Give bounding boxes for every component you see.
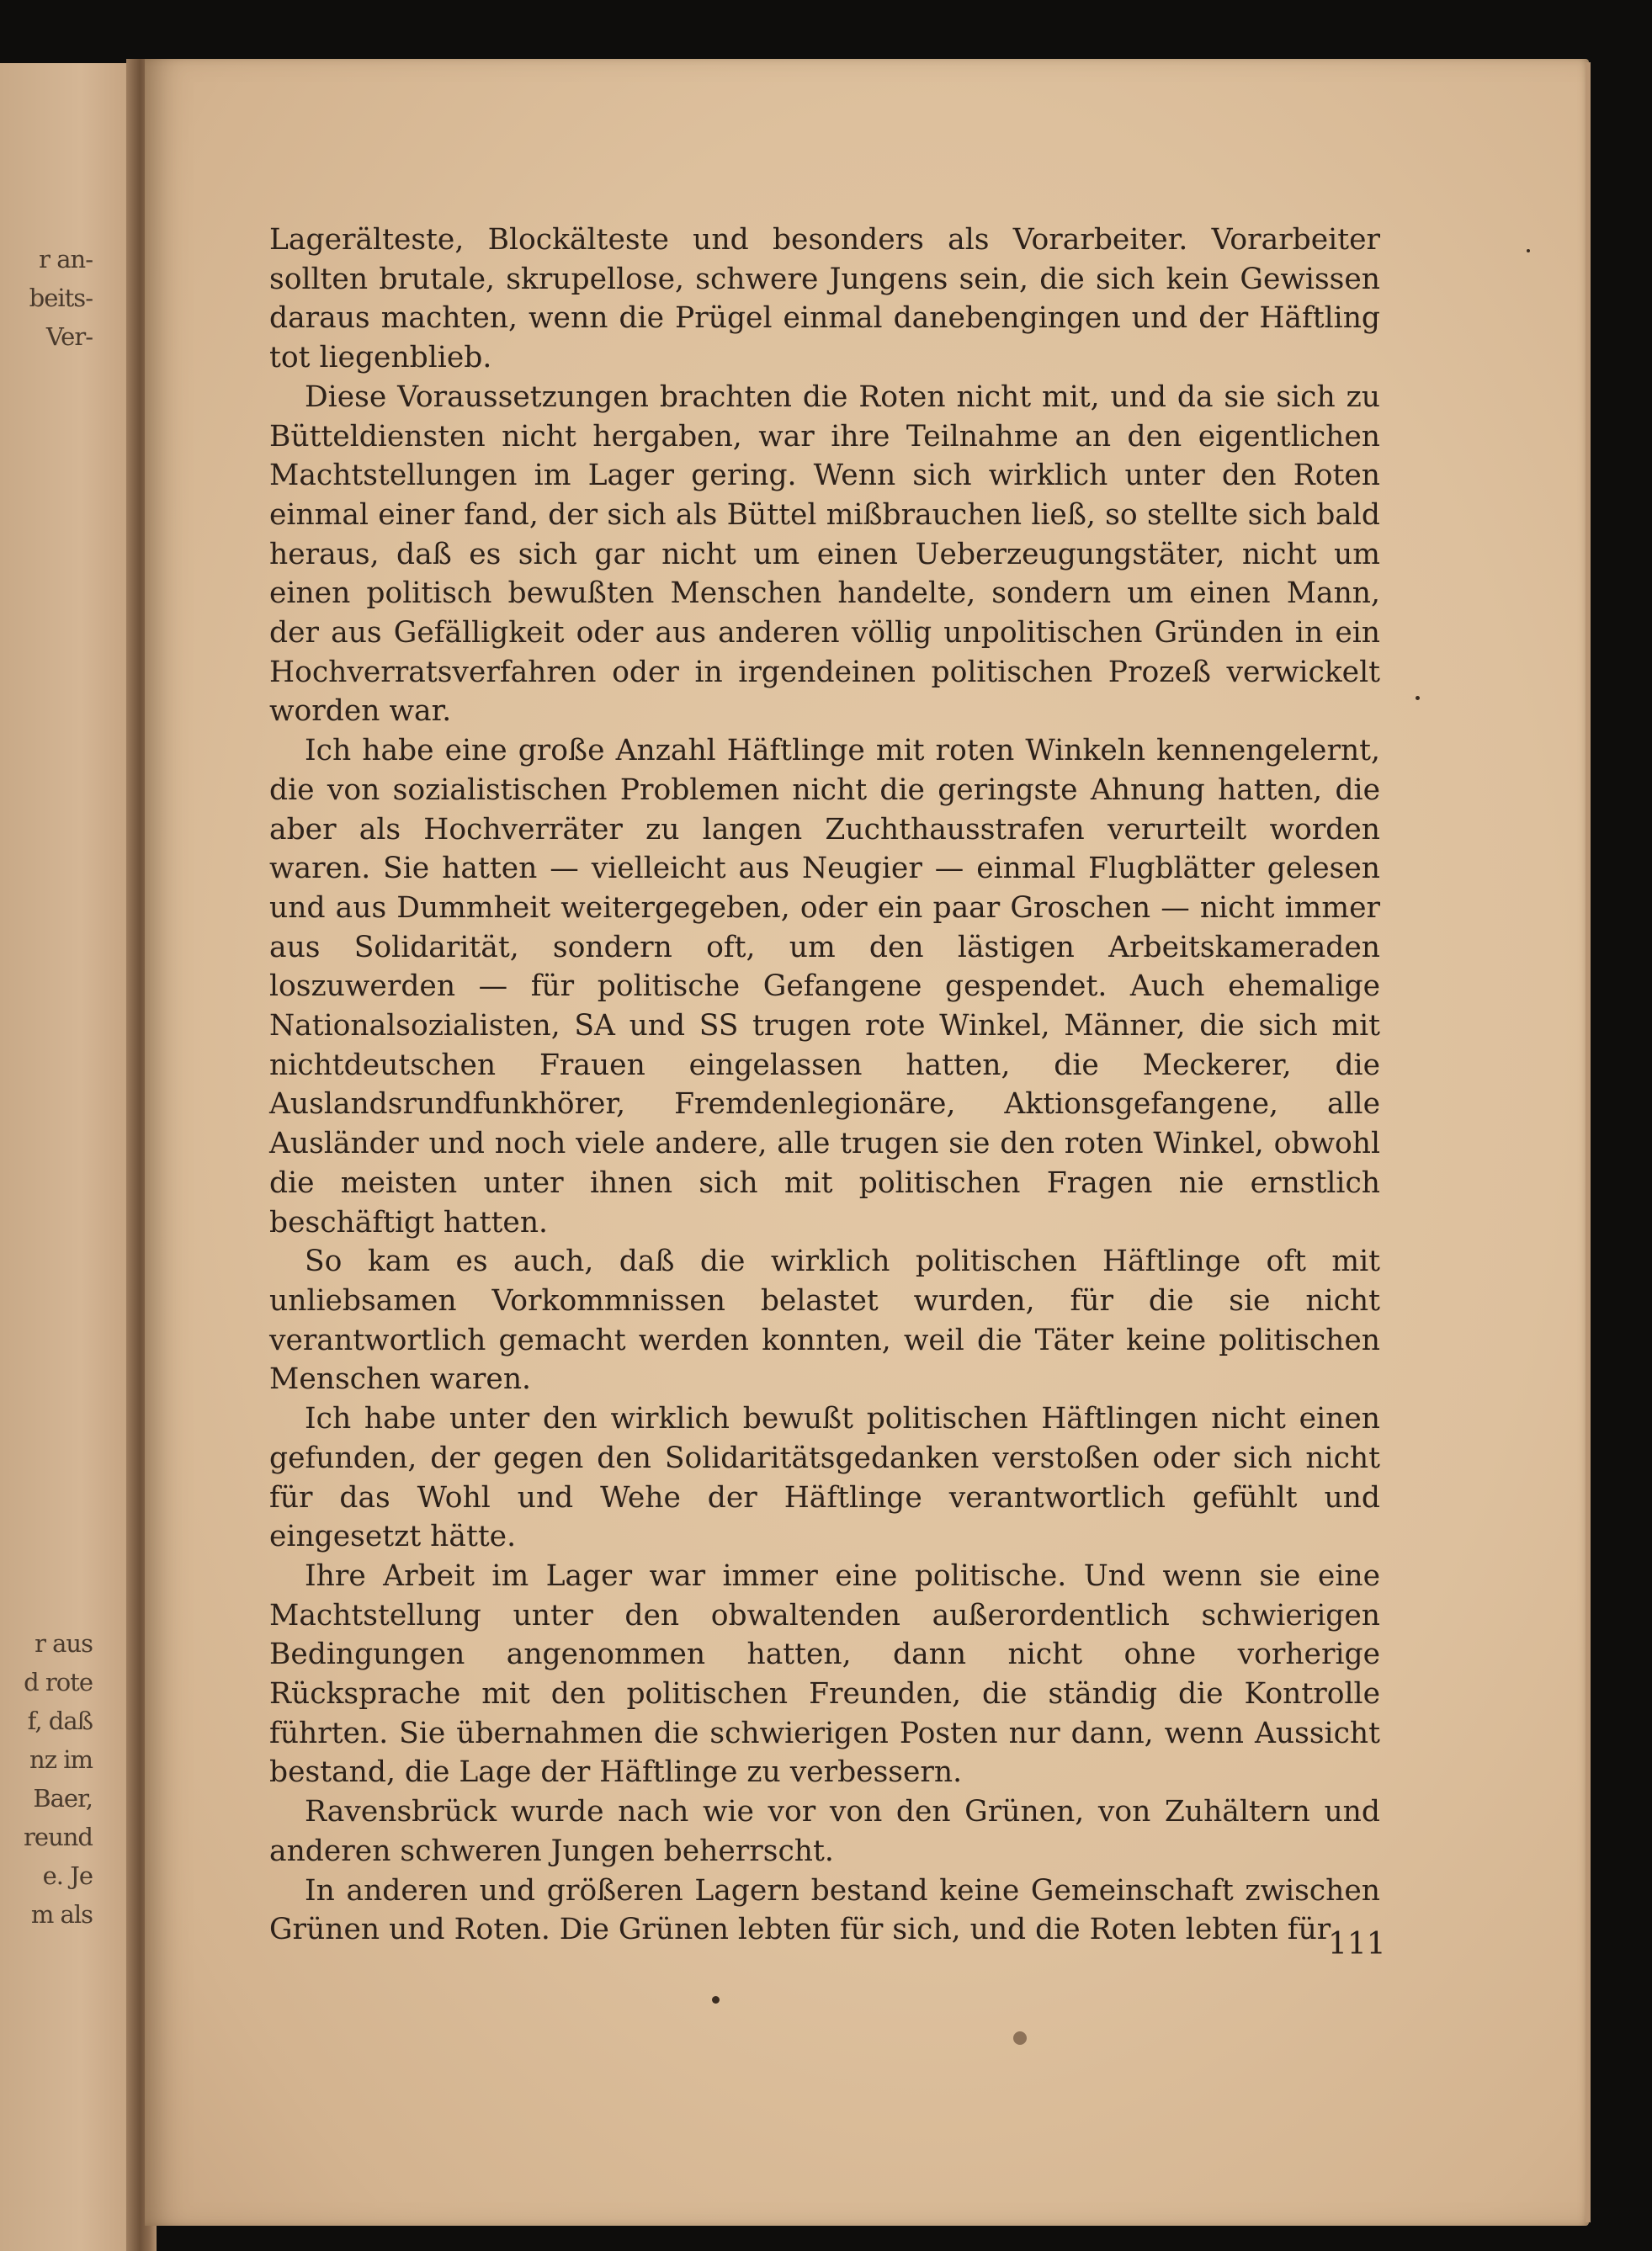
paper-speck [1013, 2031, 1027, 2045]
fragment-line: reund [24, 1823, 93, 1851]
left-page-fragments-bottom [0, 1624, 93, 1934]
fragment-line: r an- [39, 245, 93, 273]
fragment-line: d rote [24, 1668, 93, 1696]
paper-speck [712, 1996, 720, 2004]
fragment-line: f, daß [27, 1707, 93, 1735]
paragraph: Lagerälteste, Blockälteste und besonders als Vorarbeiter. Vorarbeiter sollten brutale, skrupellose, schwere Jungens sein, die sich kein Gewissen daraus machten, wenn die Prügel einmal danebengingen und der Häftling tot liegenblieb. [269, 223, 1380, 375]
fragment-line: nz im [29, 1745, 93, 1774]
paragraph: In anderen und größeren Lagern bestand keine Gemeinschaft zwischen Grünen und Roten. Die Grünen lebten für sich, und die Roten lebten für [269, 1873, 1380, 1947]
fragment-line: r aus [35, 1629, 93, 1658]
paragraph: Ich habe eine große Anzahl Häftlinge mit roten Winkeln kennengelernt, die von sozialistischen Problemen nicht die geringste Ahnung hatten, die aber als Hochverräter zu langen Zuchthausstrafen verurteilt worden waren. Sie hatten — vielleicht aus Neugier — einmal Flugblätter gelesen und aus Dummheit weitergegeben, oder ein paar Groschen — nicht immer aus Solidarität, sondern oft, um den lästigen Arbeitskameraden loszuwerden — für politische Gefangene gespendet. Auch ehemalige Nationalsozialisten, SA und SS trugen rote Winkel, Männer, die sich mit nichtdeutschen Frauen eingelassen hatten, die Meckerer, die Auslandsrundfunkhörer, Fremdenlegionäre, Aktionsgefangene, alle Ausländer und noch viele andere, alle trugen sie den roten Winkel, obwohl die meisten unter ihnen sich mit politischen Fragen nie ernstlich beschäftigt hatten. [269, 734, 1380, 1240]
fragment-line: Ver- [45, 322, 93, 351]
paper-speck [1527, 249, 1530, 252]
page-body-text [269, 220, 1380, 1950]
page-edge [1586, 62, 1591, 2222]
fragment-line: Baer, [33, 1784, 93, 1813]
fragment-line: beits- [29, 284, 93, 312]
previous-page [0, 63, 147, 2251]
paragraph: Ravensbrück wurde nach wie vor von den Grünen, von Zuhältern und anderen schweren Jungen beherrscht. [269, 1795, 1380, 1868]
paragraph: Ihre Arbeit im Lager war immer eine politische. Und wenn sie eine Machtstellung unter den obwaltenden außerordentlich schwierigen Bedingungen angenommen hatten, dann nicht ohne vorherige Rücksprache mit den politischen Freunden, die ständig die Kontrolle führten. Sie übernahmen die schwierigen Posten nur dann, wenn Aussicht bestand, die Lage der Häftlinge zu verbessern. [269, 1558, 1380, 1790]
fragment-line: m als [30, 1900, 93, 1929]
paragraph: Diese Voraussetzungen brachten die Roten nicht mit, und da sie sich zu Bütteldiensten nicht hergaben, war ihre Teilnahme an den eigentlichen Machtstellungen im Lager gering. Wenn sich wirklich unter den Roten einmal einer fand, der sich als Büttel mißbrauchen ließ, so stellte sich bald heraus, daß es sich gar nicht um einen Ueberzeugungstäter, nicht um einen politisch bewußten Menschen handelte, sondern um einen Mann, der aus Gefälligkeit oder aus anderen völlig unpolitischen Gründen in ein Hochverratsverfahren oder in irgendeinen politischen Prozeß verwickelt worden war. [269, 380, 1380, 729]
paper-speck [1416, 696, 1420, 700]
fragment-line: e. Je [42, 1861, 93, 1890]
paragraph: Ich habe unter den wirklich bewußt politischen Häftlingen nicht einen gefunden, der gegen den Solidaritätsgedanken verstoßen oder sich nicht für das Wohl und Wehe der Häftlinge verantwortlich gefühlt und eingesetzt hätte. [269, 1402, 1380, 1554]
paragraph: So kam es auch, daß die wirklich politischen Häftlinge oft mit unliebsamen Vorkommnissen belastet wurden, für die sie nicht verantwortlich gemacht werden konnten, weil die Täter keine politischen Menschen waren. [269, 1245, 1380, 1397]
left-page-fragments-top [0, 240, 93, 356]
page-number: 111 [1328, 1927, 1386, 1962]
